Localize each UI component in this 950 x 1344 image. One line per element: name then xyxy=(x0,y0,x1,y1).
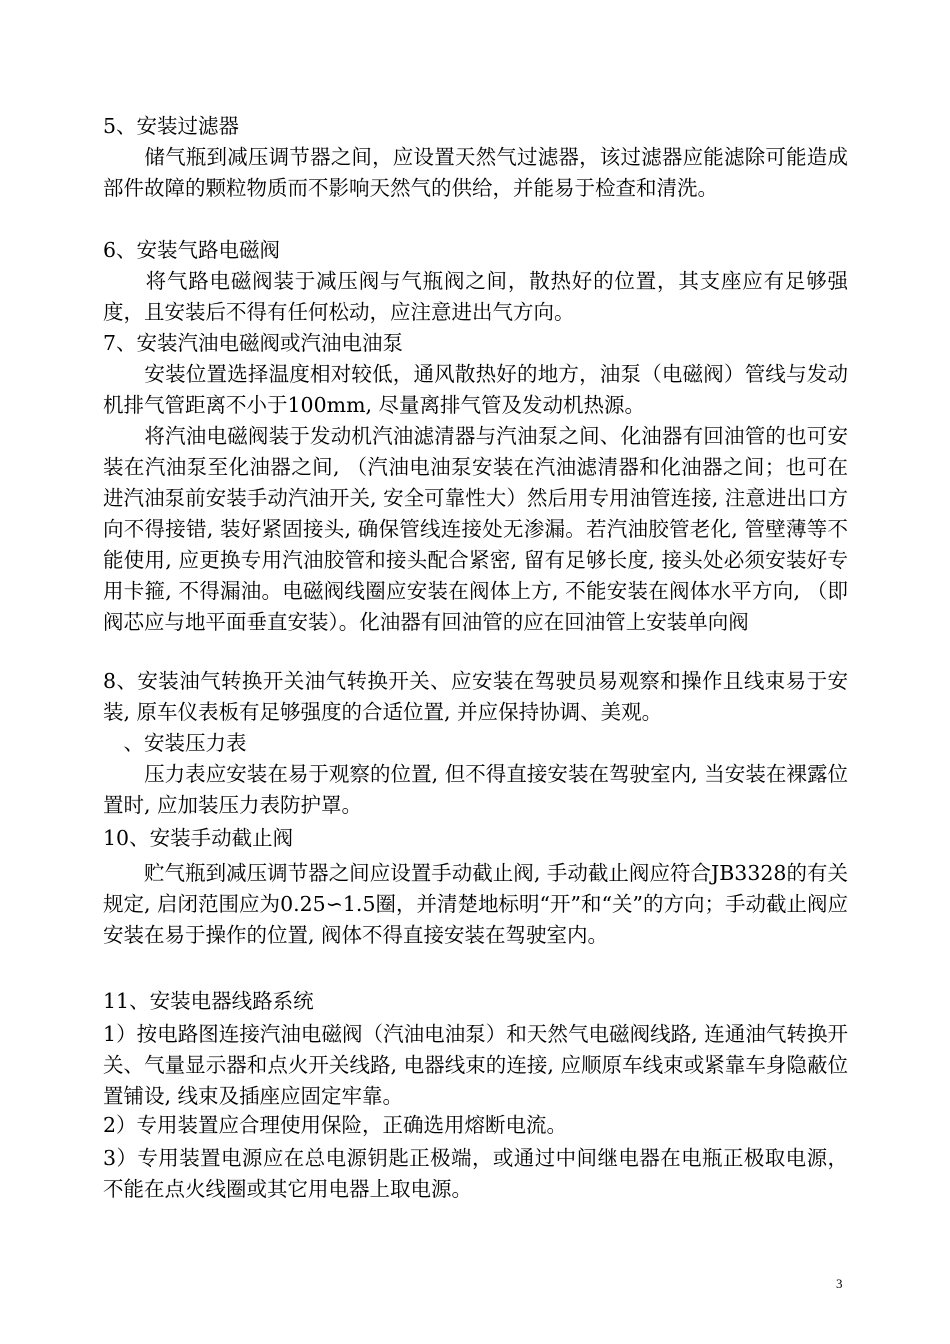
section-11-item-3: 3）专用装置电源应在总电源钥匙正极端，或通过中间继电器在电瓶正极取电源，不能在点火线圈或其它用电器上取电源。 xyxy=(103,1146,848,1201)
section-6-heading: 6、安装气路电磁阀 xyxy=(103,238,281,262)
page-number: 3 xyxy=(836,1276,843,1291)
section-7-paragraph-2: 将汽油电磁阀装于发动机汽油滤清器与汽油泵之间、化油器有回油管的也可安装在汽油泵至化油器之间, （汽油电油泵安装在汽油滤清器和化油器之间；也可在进汽油泵前安装手动汽油开关, 安全可靠性大）然后用专用油管连接, 注意进出口方向不得接错, 装好紧固接头, 确保管线连接处无渗漏。若汽油胶管老化, 管壁薄等不能使用, 应更换专用汽油胶管和接头配合紧密, 留有足够长度, 接头处必须安装好专用卡箍, 不得漏油。电磁阀线圈应安装在阀体上方, 不能安装在阀体水平方向, （即阀芯应与地平面垂直安装）。化油器有回油管的应在回油管上安装单向阀 xyxy=(103,424,848,634)
section-9-heading: 、安装压力表 xyxy=(103,731,247,755)
section-11-heading: 11、安装电器线路系统 xyxy=(103,989,314,1013)
section-10-heading: 10、安装手动截止阀 xyxy=(103,826,294,850)
section-7-heading: 7、安装汽油电磁阀或汽油电油泵 xyxy=(103,331,404,355)
section-10-paragraph: 贮气瓶到减压调节器之间应设置手动截止阀, 手动截止阀应符合JB3328的有关规定, 启闭范围应为0.25∽1.5圈，并清楚地标明“开”和“关”的方向；手动截止阀应安装在易于操作的位置, 阀体不得直接安装在驾驶室内。 xyxy=(103,861,848,947)
section-8-paragraph: 8、安装油气转换开关油气转换开关、应安装在驾驶员易观察和操作且线束易于安装, 原车仪表板有足够强度的合适位置, 并应保持协调、美观。 xyxy=(103,669,848,724)
section-11-item-2: 2）专用装置应合理使用保险，正确选用熔断电流。 xyxy=(103,1113,568,1137)
section-11-item-1: 1）按电路图连接汽油电磁阀（汽油电油泵）和天然气电磁阀线路, 连通油气转换开关、气量显示器和点火开关线路, 电器线束的连接, 应顺原车线束或紧靠车身隐蔽位置铺设, 线束及插座应固定牢靠。 xyxy=(103,1022,848,1108)
section-7-paragraph: 安装位置选择温度相对较低，通风散热好的地方，油泵（电磁阀）管线与发动机排气管距离不小于100mm, 尽量离排气管及发动机热源。 xyxy=(103,362,848,417)
section-6-paragraph: 将气路电磁阀装于减压阀与气瓶阀之间，散热好的位置，其支座应有足够强度，且安装后不得有任何松动，应注意进出气方向。 xyxy=(103,269,848,324)
section-5-paragraph: 储气瓶到减压调节器之间，应设置天然气过滤器，该过滤器应能滤除可能造成部件故障的颗粒物质而不影响天然气的供给，并能易于检查和清洗。 xyxy=(103,145,848,200)
section-9-paragraph: 压力表应安装在易于观察的位置, 但不得直接安装在驾驶室内, 当安装在裸露位置时, 应加装压力表防护罩。 xyxy=(103,762,848,817)
section-5-heading: 5、安装过滤器 xyxy=(103,114,240,138)
